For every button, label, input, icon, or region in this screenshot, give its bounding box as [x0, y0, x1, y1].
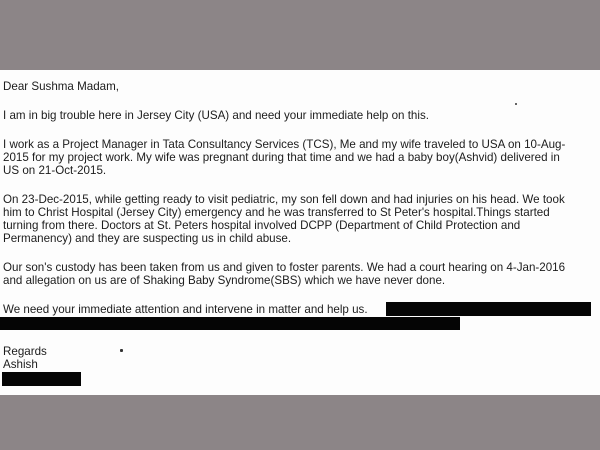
paragraph-1-line-1: I am in big trouble here in Jersey City (USA) and need your immediate help on this.: [3, 109, 429, 122]
paragraph-2-line-2: 2015 for my project work. My wife was pregnant during that time and we had a baby boy(Ashvid) delivered in: [3, 151, 560, 164]
redaction-bar-3: [2, 372, 81, 386]
redaction-bar-2: [0, 317, 460, 330]
paragraph-3-line-2: him to Christ Hospital (Jersey City) emergency and he was transferred to St Peter's hospital.Things started: [3, 206, 550, 219]
letter-document: [0, 70, 600, 395]
top-background-band: [0, 0, 600, 70]
paragraph-4-line-1: Our son's custody has been taken from us and given to foster parents. We had a court hearing on 4-Jan-2016: [3, 261, 566, 274]
paragraph-2-line-3: US on 21-Oct-2015.: [3, 164, 107, 177]
paragraph-3-line-3: turning from there. Doctors at St. Peters hospital involved DCPP (Department of Child Protection and: [3, 219, 521, 232]
salutation: Dear Sushma Madam,: [3, 80, 119, 93]
paragraph-2-line-1: I work as a Project Manager in Tata Consultancy Services (TCS), Me and my wife traveled to USA on 10-Aug-: [3, 138, 566, 151]
paragraph-5-line-1: We need your immediate attention and intervene in matter and help us.: [3, 303, 368, 316]
bottom-background-band: [0, 395, 600, 450]
redaction-bar-1: [386, 302, 591, 316]
paragraph-3-line-1: On 23-Dec-2015, while getting ready to visit pediatric, my son fell down and had injuries on his head. We took: [3, 193, 565, 206]
scan-speck: [120, 349, 123, 352]
paragraph-3-line-4: Permanency) and they are suspecting us in child abuse.: [3, 232, 292, 245]
paragraph-4-line-2: and allegation on us are of Shaking Baby Syndrome(SBS) which we have never done.: [3, 274, 446, 287]
closing: Regards: [3, 345, 47, 358]
scan-speck: [515, 103, 517, 105]
signature-name: Ashish: [3, 358, 38, 371]
